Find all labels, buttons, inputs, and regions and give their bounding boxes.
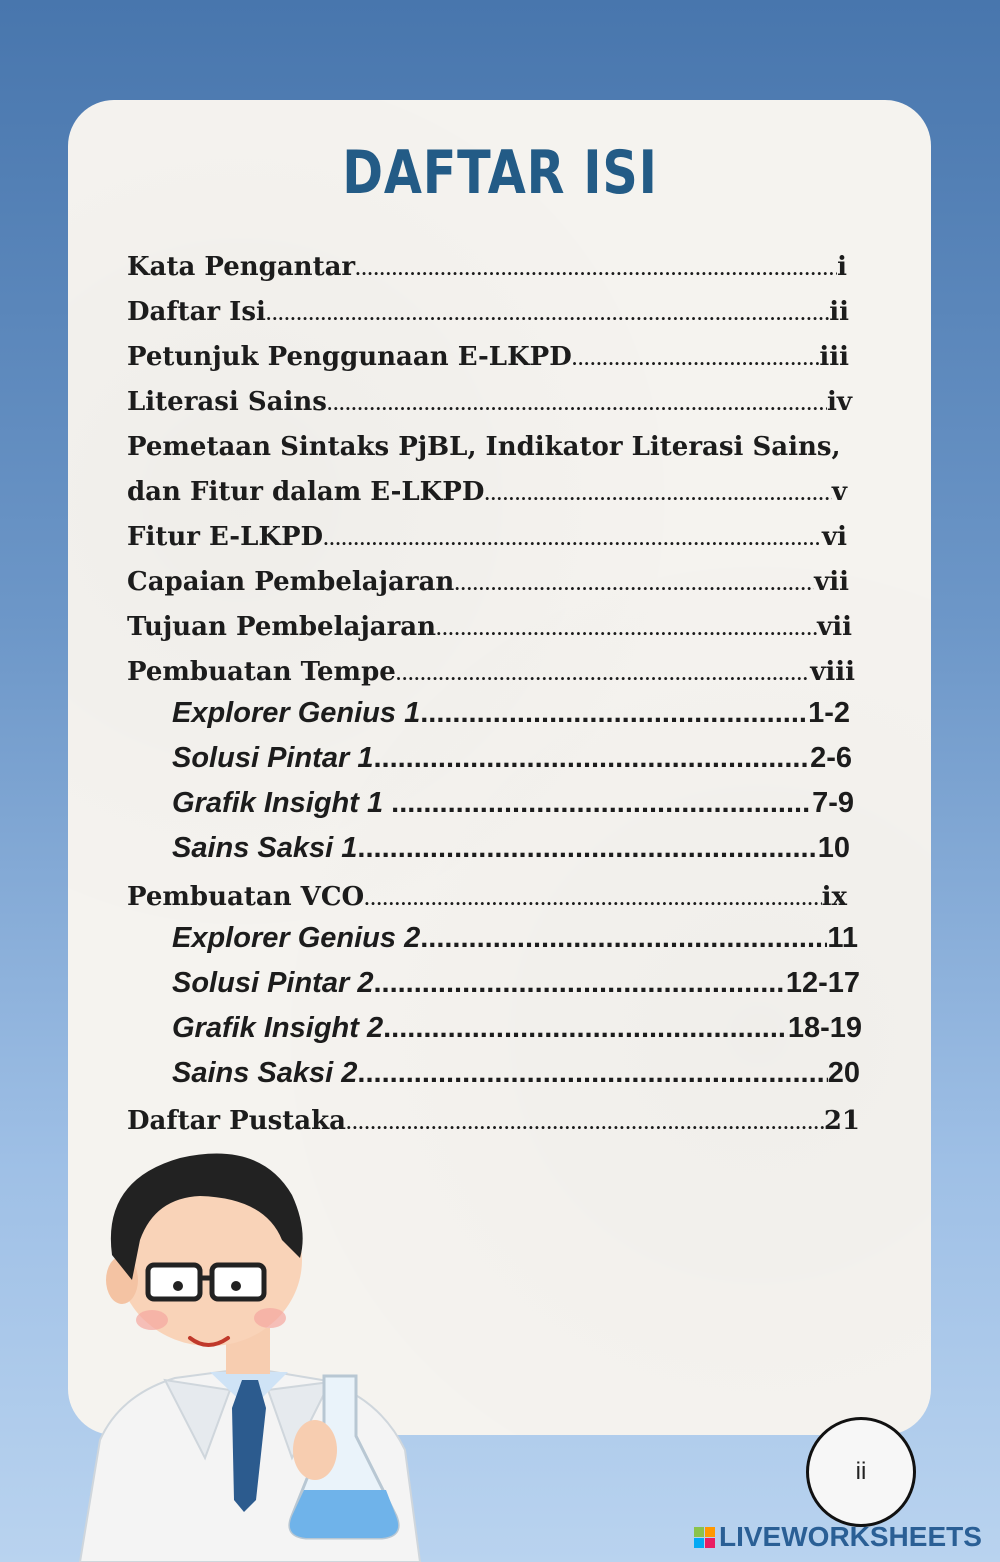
toc-entry-page: 10: [817, 832, 850, 864]
toc-entry-page: 21: [823, 1106, 860, 1136]
toc-entry-label: dan Fitur dalam E-LKPD: [127, 477, 485, 507]
toc-entry-page: 2-6: [810, 742, 852, 774]
watermark-text: LIVEWORKSHEETS: [719, 1521, 982, 1552]
toc-entry[interactable]: [127, 612, 852, 642]
toc-subentry[interactable]: [172, 832, 850, 865]
toc-entry-label: Literasi Sains: [127, 387, 327, 417]
toc-entry-page: i: [837, 252, 847, 282]
toc-entry-page: 7-9: [812, 787, 854, 819]
toc-entry-page: vi: [822, 522, 847, 552]
toc-entry-label: Capaian Pembelajaran: [127, 567, 455, 597]
toc-entry-page: 11: [827, 922, 858, 954]
toc-entry-label: Sains Saksi 2: [172, 1057, 358, 1089]
toc-entry-label: Solusi Pintar 1: [172, 742, 374, 774]
toc-entry[interactable]: [127, 252, 847, 282]
toc-entry[interactable]: [127, 297, 849, 327]
toc-subentry[interactable]: [172, 742, 852, 775]
toc-entry-page: iv: [827, 387, 852, 417]
toc-entry-label: Daftar Isi: [127, 297, 266, 327]
toc-entry[interactable]: [127, 657, 855, 687]
toc-subentry[interactable]: [172, 922, 858, 955]
toc-entry[interactable]: [127, 882, 847, 912]
toc-entry[interactable]: [127, 387, 852, 417]
toc-entry-page: viii: [810, 657, 855, 687]
toc-entry-page: v: [831, 477, 847, 507]
liveworksheets-logo[interactable]: [694, 1521, 982, 1553]
toc-entry-label: Kata Pengantar: [127, 252, 356, 282]
toc-subentry[interactable]: [172, 1057, 860, 1090]
toc-entry-page: ix: [821, 882, 847, 912]
toc-entry-page: 12-17: [785, 967, 860, 999]
toc-entry-page: 18-19: [787, 1012, 862, 1044]
toc-entry-label: Tujuan Pembelajaran: [127, 612, 437, 642]
toc-entry-label: Explorer Genius 1: [172, 697, 421, 729]
toc-subentry[interactable]: [172, 787, 854, 820]
page-number: ii: [855, 1458, 867, 1485]
toc-entry-page: iii: [819, 342, 849, 372]
liveworksheets-logo-icon: [694, 1527, 715, 1548]
toc-subentry[interactable]: [172, 1012, 862, 1045]
toc-entry-page: vii: [817, 612, 852, 642]
page-title: DAFTAR ISI: [342, 138, 658, 208]
toc-subentry[interactable]: [172, 967, 860, 1000]
scientist-with-flask-icon: [60, 1140, 440, 1562]
toc-entry-label: Grafik Insight 1: [172, 787, 392, 819]
toc-entry-line[interactable]: [127, 432, 841, 462]
toc-entry-label: Daftar Pustaka: [127, 1106, 346, 1136]
toc-entry[interactable]: [127, 342, 849, 372]
toc-subentry[interactable]: [172, 697, 850, 730]
toc-entry-page: 1-2: [808, 697, 850, 729]
toc-entry[interactable]: [127, 522, 847, 552]
toc-entry-label: Pembuatan Tempe: [127, 657, 396, 687]
toc-entry-label: Solusi Pintar 2: [172, 967, 374, 999]
toc-entry-label: Explorer Genius 2: [172, 922, 421, 954]
toc-entry-label: Grafik Insight 2: [172, 1012, 384, 1044]
toc-entry-label: Pembuatan VCO: [127, 882, 365, 912]
toc-entry-page: 20: [827, 1057, 860, 1089]
toc-entry-page: ii: [829, 297, 849, 327]
toc-entry-label: Petunjuk Penggunaan E-LKPD: [127, 342, 572, 372]
toc-entry[interactable]: [127, 1106, 860, 1136]
toc-entry-page: vii: [814, 567, 849, 597]
toc-entry[interactable]: [127, 567, 849, 597]
toc-entry[interactable]: [127, 477, 847, 507]
toc-entry-label: Pemetaan Sintaks PjBL, Indikator Literasi Sains,: [127, 432, 841, 462]
toc-entry-label: Sains Saksi 1: [172, 832, 358, 864]
toc-entry-label: Fitur E-LKPD: [127, 522, 324, 552]
page-number-badge: [806, 1417, 916, 1527]
